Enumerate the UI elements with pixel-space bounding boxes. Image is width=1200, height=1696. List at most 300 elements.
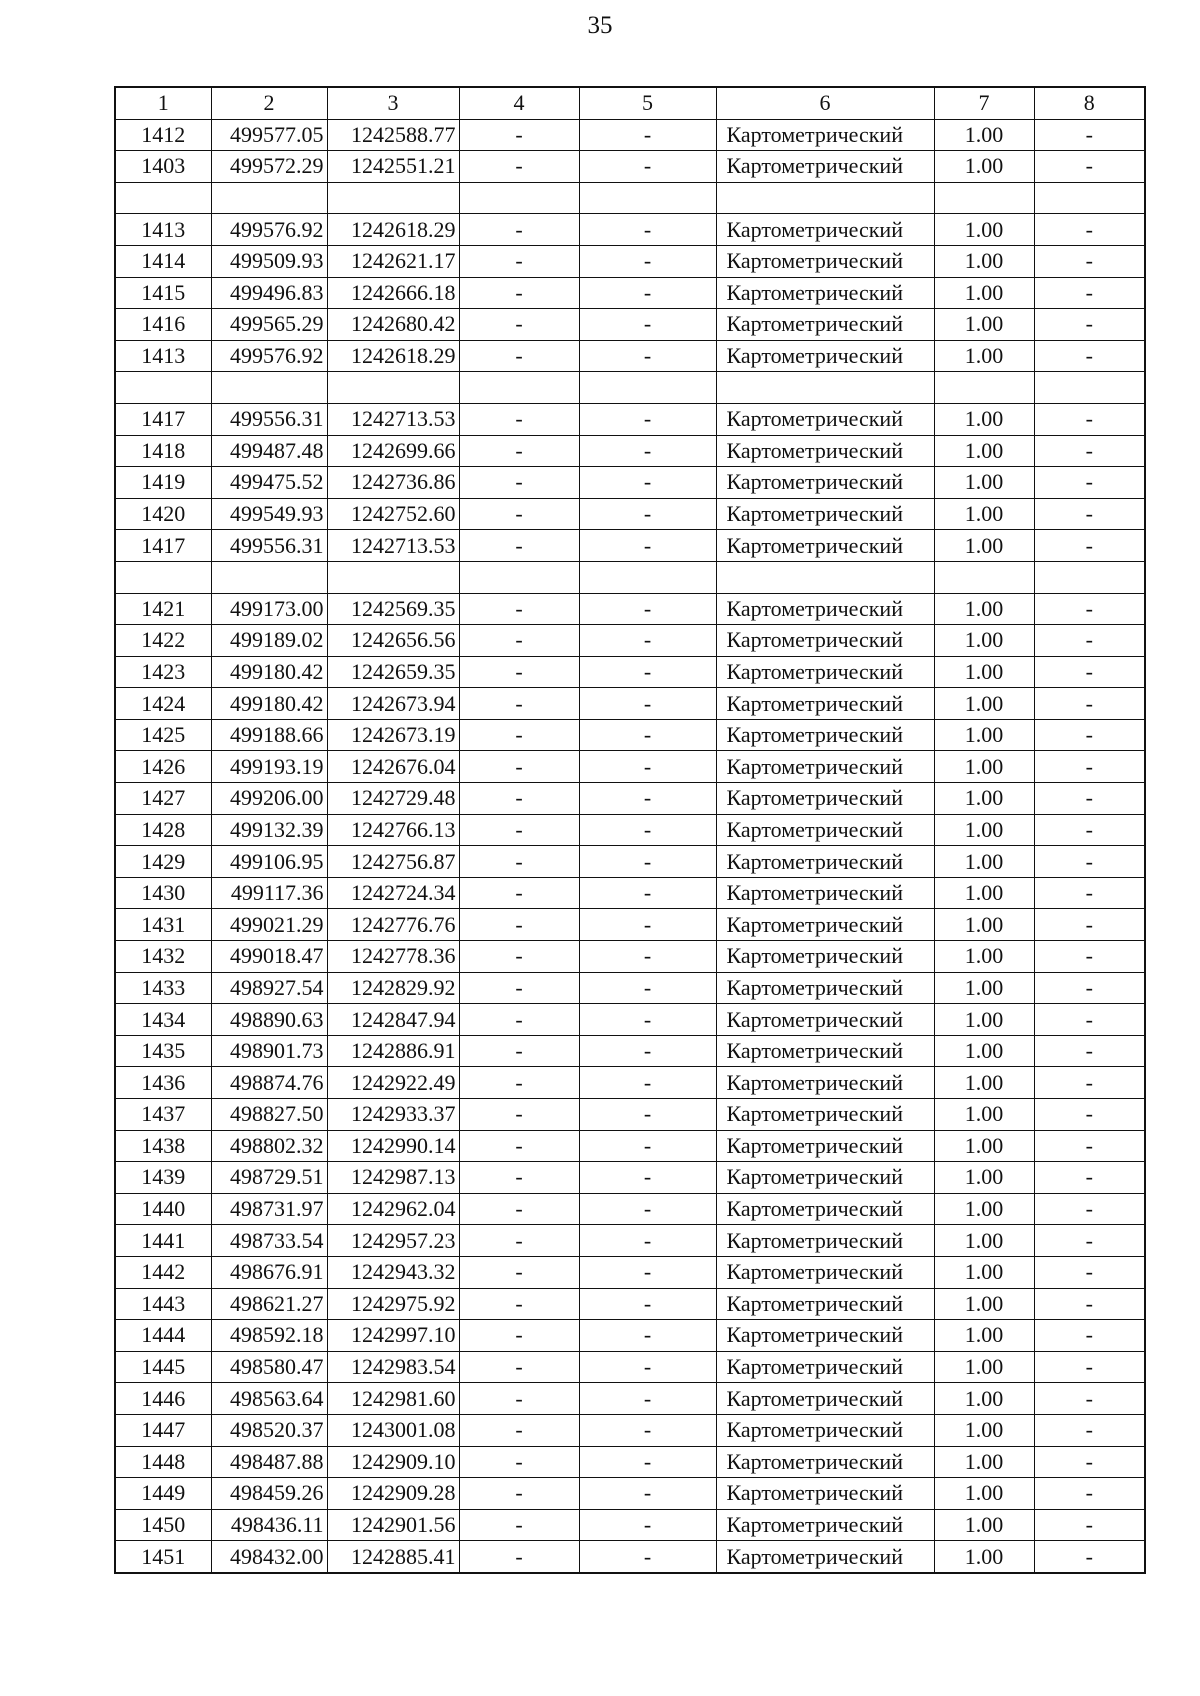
y-coordinate-cell: 1242752.60 [327,498,459,530]
x-coordinate-cell: 499509.93 [211,245,327,277]
col5-cell: - [579,1225,716,1257]
col4-cell: - [459,1130,579,1162]
col4-cell: - [459,909,579,941]
point-id-cell: 1445 [115,1351,211,1383]
col4-cell: - [459,656,579,688]
col4-cell: - [459,688,579,720]
table-row [115,1035,1145,1067]
col8-cell: - [1034,783,1145,815]
col4-cell: - [459,1099,579,1131]
table-row [115,688,1145,720]
accuracy-cell: 1.00 [934,498,1034,530]
table-row [115,245,1145,277]
method-cell: Картометрический [716,1320,934,1352]
point-id-cell: 1433 [115,972,211,1004]
point-id-cell: 1442 [115,1256,211,1288]
y-coordinate-cell: 1242673.19 [327,719,459,751]
method-cell: Картометрический [716,1225,934,1257]
method-cell: Картометрический [716,1256,934,1288]
point-id-cell [115,561,211,593]
col8-cell: - [1034,530,1145,562]
x-coordinate-cell: 498802.32 [211,1130,327,1162]
method-cell: Картометрический [716,814,934,846]
point-id-cell: 1451 [115,1541,211,1573]
col5-cell: - [579,909,716,941]
x-coordinate-cell: 498487.88 [211,1446,327,1478]
method-cell: Картометрический [716,656,934,688]
accuracy-cell: 1.00 [934,245,1034,277]
point-id-cell [115,372,211,404]
col4-cell: - [459,1509,579,1541]
accuracy-cell: 1.00 [934,656,1034,688]
col8-cell: - [1034,719,1145,751]
accuracy-cell: 1.00 [934,403,1034,435]
point-id-cell: 1441 [115,1225,211,1257]
x-coordinate-cell: 498621.27 [211,1288,327,1320]
col8-cell: - [1034,498,1145,530]
method-cell: Картометрический [716,530,934,562]
accuracy-cell: 1.00 [934,1320,1034,1352]
col4-cell: - [459,467,579,499]
x-coordinate-cell [211,182,327,214]
col8-cell: - [1034,846,1145,878]
table-row [115,372,1145,404]
col4-cell: - [459,309,579,341]
y-coordinate-cell: 1242776.76 [327,909,459,941]
accuracy-cell: 1.00 [934,1414,1034,1446]
y-coordinate-cell: 1242588.77 [327,119,459,151]
accuracy-cell: 1.00 [934,1509,1034,1541]
table-row [115,1383,1145,1415]
col5-cell: - [579,151,716,183]
accuracy-cell: 1.00 [934,1541,1034,1573]
point-id-cell: 1440 [115,1193,211,1225]
point-id-cell: 1439 [115,1162,211,1194]
x-coordinate-cell: 498580.47 [211,1351,327,1383]
col5-cell: - [579,1193,716,1225]
col8-cell: - [1034,1035,1145,1067]
x-coordinate-cell: 499021.29 [211,909,327,941]
col5-cell: - [579,972,716,1004]
col4-cell: - [459,498,579,530]
accuracy-cell: 1.00 [934,1099,1034,1131]
accuracy-cell: 1.00 [934,1193,1034,1225]
x-coordinate-cell: 499577.05 [211,119,327,151]
col8-cell: - [1034,1509,1145,1541]
y-coordinate-cell: 1242957.23 [327,1225,459,1257]
method-cell: Картометрический [716,1162,934,1194]
col5-cell [579,372,716,404]
method-cell: Картометрический [716,1446,934,1478]
col4-cell: - [459,1067,579,1099]
table-row [115,1288,1145,1320]
method-cell: Картометрический [716,941,934,973]
method-cell: Картометрический [716,1067,934,1099]
accuracy-cell: 1.00 [934,1478,1034,1510]
x-coordinate-cell: 499572.29 [211,151,327,183]
point-id-cell: 1426 [115,751,211,783]
col4-cell: - [459,783,579,815]
col5-cell: - [579,1162,716,1194]
method-cell: Картометрический [716,719,934,751]
y-coordinate-cell: 1242943.32 [327,1256,459,1288]
x-coordinate-cell: 498459.26 [211,1478,327,1510]
y-coordinate-cell: 1242656.56 [327,625,459,657]
y-coordinate-cell: 1242981.60 [327,1383,459,1415]
col5-cell: - [579,1478,716,1510]
table-row [115,435,1145,467]
col8-cell: - [1034,1162,1145,1194]
col4-cell: - [459,1288,579,1320]
point-id-cell: 1435 [115,1035,211,1067]
col4-cell: - [459,1446,579,1478]
accuracy-cell: 1.00 [934,1067,1034,1099]
method-cell: Картометрический [716,1130,934,1162]
col8-cell: - [1034,1288,1145,1320]
col5-cell: - [579,119,716,151]
accuracy-cell: 1.00 [934,214,1034,246]
col4-cell: - [459,625,579,657]
y-coordinate-cell: 1242756.87 [327,846,459,878]
col5-cell [579,561,716,593]
col4-cell [459,372,579,404]
point-id-cell: 1449 [115,1478,211,1510]
column-header: 2 [211,87,327,119]
accuracy-cell: 1.00 [934,309,1034,341]
col8-cell: - [1034,1446,1145,1478]
x-coordinate-cell: 499487.48 [211,435,327,467]
col8-cell: - [1034,656,1145,688]
point-id-cell: 1447 [115,1414,211,1446]
accuracy-cell: 1.00 [934,846,1034,878]
col4-cell: - [459,530,579,562]
column-header: 6 [716,87,934,119]
method-cell: Картометрический [716,309,934,341]
header-row [115,87,1145,119]
col4-cell: - [459,1256,579,1288]
col8-cell: - [1034,435,1145,467]
col8-cell: - [1034,1067,1145,1099]
accuracy-cell: 1.00 [934,340,1034,372]
method-cell: Картометрический [716,277,934,309]
col8-cell: - [1034,277,1145,309]
table-row [115,814,1145,846]
col5-cell: - [579,1256,716,1288]
table-row [115,214,1145,246]
col5-cell: - [579,751,716,783]
column-header: 3 [327,87,459,119]
col4-cell: - [459,1383,579,1415]
point-id-cell: 1415 [115,277,211,309]
col8-cell: - [1034,309,1145,341]
col8-cell [1034,561,1145,593]
method-cell: Картометрический [716,1383,934,1415]
col8-cell: - [1034,1383,1145,1415]
x-coordinate-cell: 498827.50 [211,1099,327,1131]
col5-cell: - [579,245,716,277]
x-coordinate-cell: 498676.91 [211,1256,327,1288]
x-coordinate-cell: 499173.00 [211,593,327,625]
x-coordinate-cell: 499576.92 [211,340,327,372]
point-id-cell: 1432 [115,941,211,973]
column-header: 8 [1034,87,1145,119]
point-id-cell: 1420 [115,498,211,530]
col8-cell: - [1034,1004,1145,1036]
accuracy-cell: 1.00 [934,972,1034,1004]
col5-cell: - [579,688,716,720]
accuracy-cell: 1.00 [934,877,1034,909]
method-cell: Картометрический [716,119,934,151]
col8-cell: - [1034,751,1145,783]
method-cell: Картометрический [716,1478,934,1510]
x-coordinate-cell: 499106.95 [211,846,327,878]
col8-cell: - [1034,593,1145,625]
method-cell: Картометрический [716,1541,934,1573]
accuracy-cell: 1.00 [934,1351,1034,1383]
col5-cell: - [579,277,716,309]
col5-cell: - [579,941,716,973]
x-coordinate-cell: 499132.39 [211,814,327,846]
col4-cell: - [459,435,579,467]
y-coordinate-cell: 1242829.92 [327,972,459,1004]
col5-cell [579,182,716,214]
col8-cell: - [1034,941,1145,973]
col4-cell: - [459,593,579,625]
x-coordinate-cell: 499117.36 [211,877,327,909]
y-coordinate-cell: 1242699.66 [327,435,459,467]
accuracy-cell: 1.00 [934,1256,1034,1288]
y-coordinate-cell: 1242962.04 [327,1193,459,1225]
col4-cell: - [459,1193,579,1225]
col4-cell: - [459,719,579,751]
x-coordinate-cell: 499576.92 [211,214,327,246]
table-row [115,941,1145,973]
method-cell: Картометрический [716,467,934,499]
table-row [115,1225,1145,1257]
point-id-cell: 1431 [115,909,211,941]
point-id-cell: 1437 [115,1099,211,1131]
table-row [115,846,1145,878]
col5-cell: - [579,1383,716,1415]
accuracy-cell: 1.00 [934,1383,1034,1415]
x-coordinate-cell: 499549.93 [211,498,327,530]
method-cell: Картометрический [716,151,934,183]
accuracy-cell: 1.00 [934,1130,1034,1162]
col5-cell: - [579,498,716,530]
point-id-cell: 1412 [115,119,211,151]
method-cell: Картометрический [716,909,934,941]
accuracy-cell: 1.00 [934,1004,1034,1036]
method-cell: Картометрический [716,1351,934,1383]
accuracy-cell: 1.00 [934,467,1034,499]
col4-cell: - [459,1225,579,1257]
table-row [115,1478,1145,1510]
col8-cell: - [1034,814,1145,846]
x-coordinate-cell: 498890.63 [211,1004,327,1036]
col5-cell: - [579,530,716,562]
point-id-cell: 1419 [115,467,211,499]
table-row [115,1130,1145,1162]
method-cell: Картометрический [716,498,934,530]
x-coordinate-cell: 499206.00 [211,783,327,815]
y-coordinate-cell: 1242680.42 [327,309,459,341]
col5-cell: - [579,1414,716,1446]
col8-cell: - [1034,1130,1145,1162]
col5-cell: - [579,1099,716,1131]
col4-cell: - [459,751,579,783]
point-id-cell: 1422 [115,625,211,657]
table-row [115,309,1145,341]
y-coordinate-cell: 1242659.35 [327,656,459,688]
table-row [115,498,1145,530]
accuracy-cell: 1.00 [934,435,1034,467]
col8-cell: - [1034,1478,1145,1510]
table-row [115,751,1145,783]
col8-cell: - [1034,119,1145,151]
col5-cell: - [579,1130,716,1162]
method-cell: Картометрический [716,1099,934,1131]
x-coordinate-cell: 498563.64 [211,1383,327,1415]
y-coordinate-cell: 1242551.21 [327,151,459,183]
method-cell [716,561,934,593]
col5-cell: - [579,719,716,751]
method-cell: Картометрический [716,1288,934,1320]
point-id-cell: 1429 [115,846,211,878]
point-id-cell: 1434 [115,1004,211,1036]
accuracy-cell: 1.00 [934,277,1034,309]
table-row [115,340,1145,372]
col5-cell: - [579,214,716,246]
y-coordinate-cell: 1242618.29 [327,214,459,246]
page-number: 35 [587,12,613,39]
point-id-cell: 1416 [115,309,211,341]
col8-cell [1034,372,1145,404]
y-coordinate-cell: 1242997.10 [327,1320,459,1352]
column-header: 1 [115,87,211,119]
col8-cell: - [1034,972,1145,1004]
point-id-cell: 1428 [115,814,211,846]
col4-cell: - [459,941,579,973]
col8-cell [1034,182,1145,214]
col5-cell: - [579,846,716,878]
table-row [115,593,1145,625]
col4-cell: - [459,245,579,277]
table-row [115,1004,1145,1036]
accuracy-cell: 1.00 [934,751,1034,783]
x-coordinate-cell [211,561,327,593]
method-cell: Картометрический [716,593,934,625]
col4-cell: - [459,1004,579,1036]
coordinates-table [114,86,1146,1574]
table-body [115,119,1145,1573]
col8-cell: - [1034,688,1145,720]
col5-cell: - [579,814,716,846]
accuracy-cell: 1.00 [934,941,1034,973]
accuracy-cell: 1.00 [934,1225,1034,1257]
accuracy-cell: 1.00 [934,688,1034,720]
col8-cell: - [1034,1351,1145,1383]
method-cell: Картометрический [716,877,934,909]
col5-cell: - [579,877,716,909]
col8-cell: - [1034,214,1145,246]
col5-cell: - [579,1035,716,1067]
col4-cell: - [459,214,579,246]
method-cell: Картометрический [716,846,934,878]
col8-cell: - [1034,1225,1145,1257]
y-coordinate-cell: 1242909.28 [327,1478,459,1510]
y-coordinate-cell: 1242676.04 [327,751,459,783]
point-id-cell: 1414 [115,245,211,277]
point-id-cell: 1417 [115,530,211,562]
y-coordinate-cell: 1242922.49 [327,1067,459,1099]
y-coordinate-cell: 1242901.56 [327,1509,459,1541]
point-id-cell: 1418 [115,435,211,467]
accuracy-cell: 1.00 [934,1035,1034,1067]
method-cell: Картометрический [716,688,934,720]
col4-cell: - [459,814,579,846]
table-row [115,783,1145,815]
x-coordinate-cell: 499556.31 [211,530,327,562]
col4-cell: - [459,1035,579,1067]
y-coordinate-cell: 1242713.53 [327,530,459,562]
method-cell: Картометрический [716,214,934,246]
accuracy-cell: 1.00 [934,151,1034,183]
x-coordinate-cell: 498731.97 [211,1193,327,1225]
col8-cell: - [1034,467,1145,499]
x-coordinate-cell: 498432.00 [211,1541,327,1573]
accuracy-cell: 1.00 [934,530,1034,562]
col5-cell: - [579,467,716,499]
col5-cell: - [579,435,716,467]
col8-cell: - [1034,1256,1145,1288]
table-row [115,1162,1145,1194]
accuracy-cell: 1.00 [934,1446,1034,1478]
col8-cell: - [1034,403,1145,435]
col8-cell: - [1034,245,1145,277]
col5-cell: - [579,309,716,341]
col8-cell: - [1034,877,1145,909]
accuracy-cell: 1.00 [934,719,1034,751]
point-id-cell: 1403 [115,151,211,183]
point-id-cell: 1413 [115,214,211,246]
method-cell: Картометрический [716,1004,934,1036]
col5-cell: - [579,1288,716,1320]
y-coordinate-cell: 1242909.10 [327,1446,459,1478]
accuracy-cell: 1.00 [934,909,1034,941]
col4-cell: - [459,1541,579,1573]
table-row [115,1509,1145,1541]
x-coordinate-cell: 499496.83 [211,277,327,309]
y-coordinate-cell: 1242729.48 [327,783,459,815]
col8-cell: - [1034,151,1145,183]
y-coordinate-cell [327,182,459,214]
x-coordinate-cell: 498729.51 [211,1162,327,1194]
y-coordinate-cell: 1242975.92 [327,1288,459,1320]
table-row [115,1256,1145,1288]
col5-cell: - [579,1446,716,1478]
x-coordinate-cell: 499180.42 [211,656,327,688]
y-coordinate-cell: 1242673.94 [327,688,459,720]
col5-cell: - [579,1004,716,1036]
table-row [115,530,1145,562]
col4-cell: - [459,877,579,909]
table-row [115,719,1145,751]
col4-cell: - [459,1351,579,1383]
method-cell: Картометрический [716,403,934,435]
table-row [115,1193,1145,1225]
method-cell: Картометрический [716,625,934,657]
table-row [115,1320,1145,1352]
